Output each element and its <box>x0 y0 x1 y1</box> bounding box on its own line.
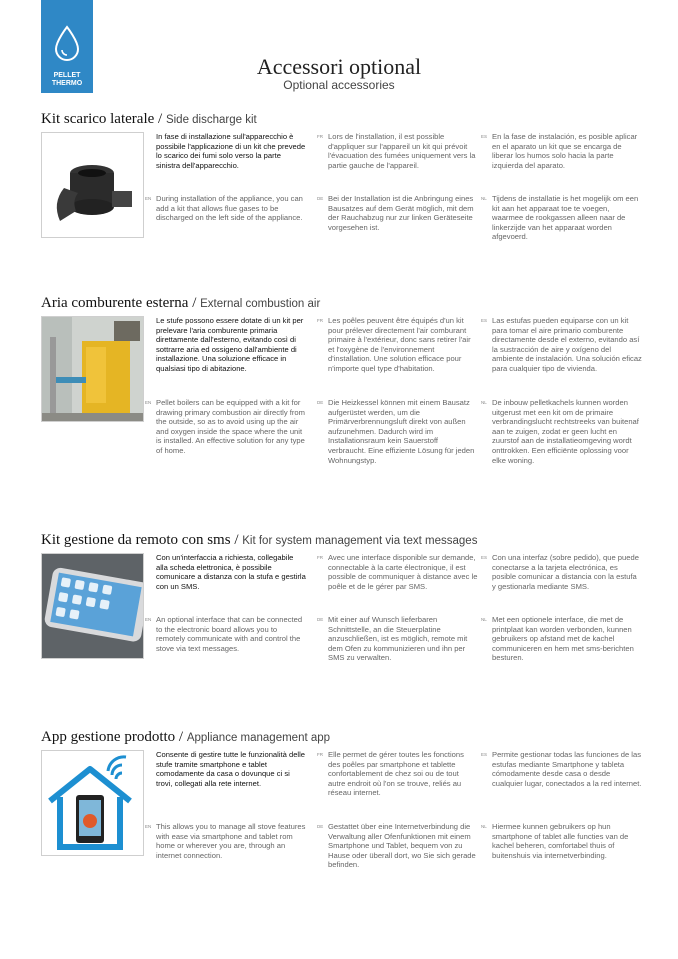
text-nl: NL Tijdens de installatie is het mogelijk om een kit aan het apparaat toe te voegen, waarmee de rookgassen alleen naar de linkerzijde van het apparaat worden afgevoerd. <box>481 194 639 242</box>
brand-tag-text: PELLET THERMO <box>51 72 83 87</box>
section-appliance-app <box>41 728 641 888</box>
text-de: DE Mit einer auf Wunsch lieferbaren Schnittstelle, an die Steuerplatine anzuschließen, ist es möglich, remote mit dem Ofen zu kommunizieren und ihn per SMS zu verwalten. <box>317 615 468 663</box>
section-title: Kit gestione da remoto con sms / Kit for system management via text messages <box>41 532 478 548</box>
section-title: App gestione prodotto / Appliance management app <box>41 729 331 745</box>
section-title: Aria comburente esterna / External combustion air <box>41 295 321 311</box>
text-fr: FR Avec une interface disponible sur demande, connectable à la carte électronique, il est possible de communiquer à distance avec le poêle et de le gérer par SMS. <box>317 553 478 591</box>
text-en: EN An optional interface that can be connected to the electronic board allows you to remotely communicate with and control the stove via text messages. <box>145 615 303 653</box>
combustion-air-image <box>41 316 144 422</box>
smart-home-app-image <box>41 750 144 856</box>
text-nl: NL Hiermee kunnen gebruikers op hun smartphone of tablet alle functies van de kachel beheren, comfortabel thuis of buitenshuis via internetverbinding. <box>481 822 629 860</box>
text-nl: NL De inbouw pelletkachels kunnen worden uitgerust met een kit om de primaire verbrandingslucht rechtstreeks van buitenaf aan te zuigen, zodat er geen lucht en zuurstof aan de installatieomgeving wordt onttrokken. Een efficiënte oplossing voor elke woning. <box>481 398 639 465</box>
text-de: DE Bei der Installation ist die Anbringung eines Bausatzes auf dem Gerät möglich, mit dem der Rauchabzug nur zur linken Geräteseite vorgesehen ist. <box>317 194 474 232</box>
text-en: EN During installation of the appliance, you can add a kit that allows flue gases to be discharged on the left side of the appliance. <box>145 194 303 223</box>
section-side-discharge-kit <box>41 110 641 250</box>
text-en: EN This allows you to manage all stove features with ease via smartphone and tablet rom home or wherever you are, through an internet connection. <box>145 822 306 860</box>
text-nl: NL Met een optionele interface, die met de printplaat kan worden verbonden, kunnen gebruikers op afstand met de kachel communiceren en hem met sms-berichten besturen. <box>481 615 634 663</box>
text-fr: FR Les poêles peuvent être équipés d'un kit pour prélever directement l'air comburant primaire à l'extérieur, donc sans retirer l'air et l'oxygène de l'environnement d'installation. Une solution efficace pour n'importe quel type d'habitation. <box>317 316 471 373</box>
side-discharge-kit-image <box>41 132 144 238</box>
smartphone-image <box>41 553 144 659</box>
section-title: Kit scarico laterale / Side discharge kit <box>41 111 257 127</box>
text-de: DE Gestattet über eine Internetverbindung die Verwaltung aller Ofenfunktionen mit einem Smartphone und Tablet, bequem von zu Hause oder überall dort, wo Sie sich gerade befinden. <box>317 822 476 870</box>
text-es: ES Las estufas pueden equiparse con un kit para tomar el aire primario comburente directamente desde el externo, evitando así la sustracción de aire y oxígeno del ambiente de instalación. Una solución eficaz para cualquier tipo de vivienda. <box>481 316 642 373</box>
text-it: In fase di installazione sull'apparecchio è possibile l'applicazione di un kit che prevede lo scarico dei fumi solo verso la parte sinistra dell'apparecchio. <box>156 132 306 170</box>
text-it: Le stufe possono essere dotate di un kit per prelevare l'aria comburente primaria direttamente dall'esterno, evitando così di sottrarre aria ed ossigeno dall'ambiente di installazione. Una soluzione efficace in qualsiasi tipo di abitazione. <box>156 316 304 373</box>
section-external-combustion-air <box>41 294 641 494</box>
text-es: ES Permite gestionar todas las funciones de las estufas mediante Smartphone y tableta cómodamente desde casa o desde cualquier lugar, conectados a la red internet. <box>481 750 642 788</box>
text-it: Consente di gestire tutte le funzionalità delle stufe tramite smartphone e tablet comodamente da casa o dovunque ci si trovi, collegati alla rete internet. <box>156 750 306 788</box>
text-fr: FR Elle permet de gérer toutes les fonctions des poêles par smartphone et tablette confortablement de chez soi ou de tout autre endroit où l'on se trouve, reliés au réseau internet. <box>317 750 464 798</box>
text-es: ES Con una interfaz (sobre pedido), que puede conectarse a la tarjeta electrónica, es posible comunicar a distancia con la estufa y gestionarla mediante SMS. <box>481 553 639 591</box>
text-it: Con un'interfaccia a richiesta, collegabile alla scheda elettronica, è possibile comunicare a distanza con la stufa e gestirla con un SMS. <box>156 553 306 591</box>
text-fr: FR Lors de l'installation, il est possible d'appliquer sur l'appareil un kit qui prévoit l'évacuation des fumées uniquement vers la partie gauche de l'appareil. <box>317 132 476 170</box>
text-es: ES En la fase de instalación, es posible aplicar en el aparato un kit que se encarga de liberar los humos solo hacia la parte izquierda del aparato. <box>481 132 638 170</box>
text-en: EN Pellet boilers can be equipped with a kit for drawing primary combustion air directly from the outside, so as to avoid using up the air and oxygen inside the space where the unit is installed. An effective solution for any type of home. <box>145 398 305 455</box>
page-subtitle: Optional accessories <box>283 78 395 92</box>
text-de: DE Die Heizkessel können mit einem Bausatz aufgerüstet werden, um die Primärverbrennungsluft direkt von außen aufzunehmen. Dadurch wird im Installationsraum kein Sauerstoff verbraucht. Eine effiziente Lösung für jeden Wohnungstyp. <box>317 398 475 465</box>
page-title: Accessori optional <box>256 54 422 79</box>
section-remote-sms-kit <box>41 531 641 691</box>
